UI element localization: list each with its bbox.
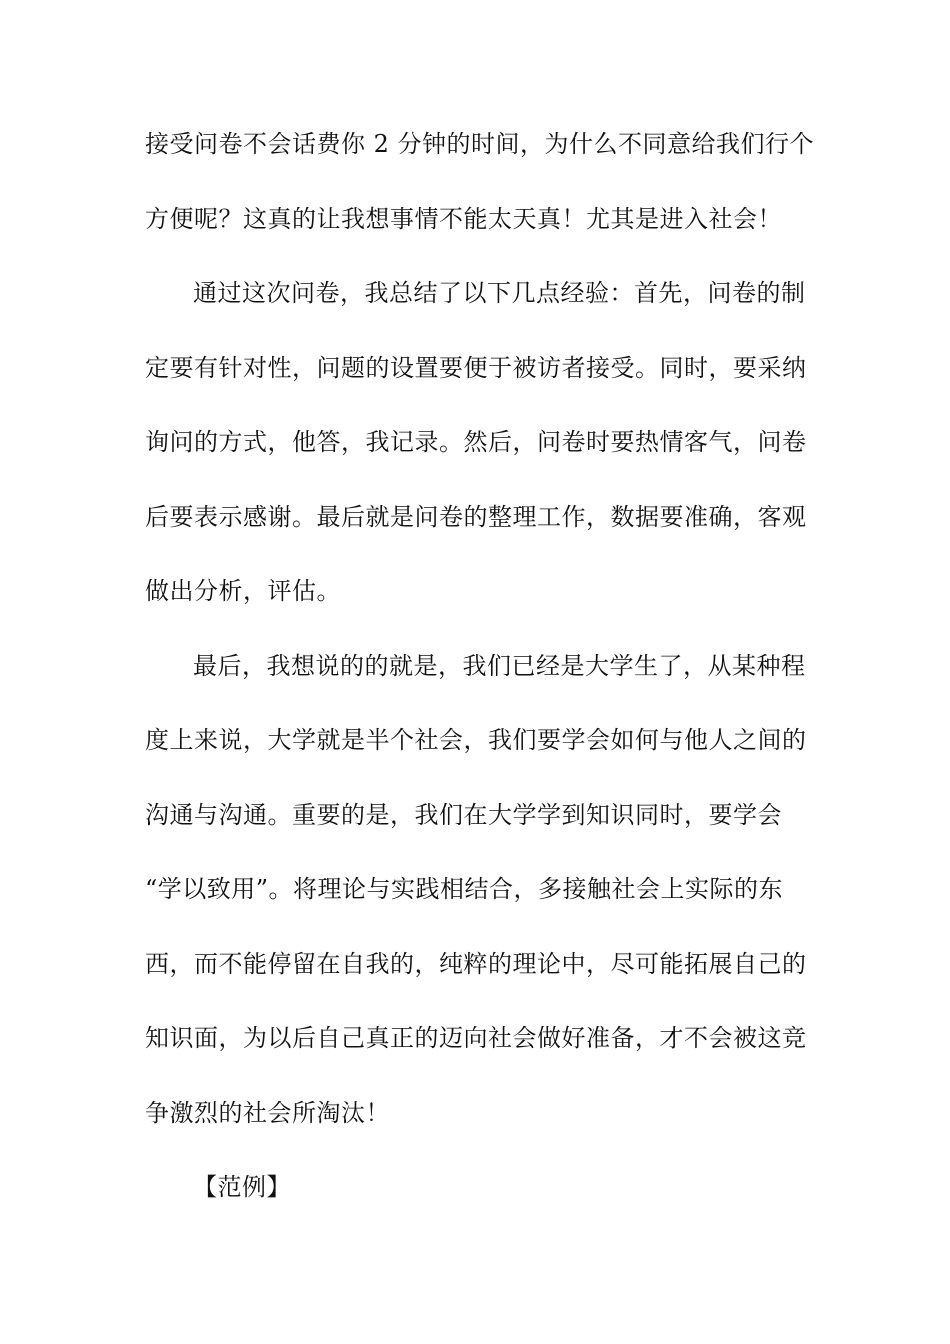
section-heading: 【范例】 <box>193 1173 291 1201</box>
text-line: 度上来说，大学就是半个社会，我们要学会如何与他人之间的 <box>145 726 807 754</box>
text-line: 沟通与沟通。重要的是，我们在大学学到知识同时，要学会 <box>145 800 782 829</box>
text-line: “学以致用”。将理论与实践相结合，多接触社会上实际的东 <box>145 875 784 903</box>
text-line: 后要表示感谢。最后就是问卷的整理工作，数据要准确，客观 <box>145 502 807 531</box>
text-line: 争激烈的社会所淘汰！ <box>145 1098 390 1127</box>
text-line: 知识面，为以后自己真正的迈向社会做好准备，才不会被这竞 <box>145 1024 807 1052</box>
text-line: 接受问卷不会话费你 2 分钟的时间，为什么不同意给我们行个 <box>145 130 815 158</box>
paragraph-1 <box>145 125 815 274</box>
paragraph-3 <box>145 647 807 1169</box>
text-line: 西，而不能停留在自我的，纯粹的理论中，尽可能拓展自己的 <box>145 949 807 978</box>
text-line: 询问的方式，他答，我记录。然后，问卷时要热情客气，问卷 <box>145 428 807 456</box>
text-line: 通过这次问卷，我总结了以下几点经验：首先，问卷的制 <box>193 279 806 307</box>
document-body <box>145 125 815 1243</box>
text-line: 做出分析，评估。 <box>145 577 341 605</box>
text-line: 定要有针对性，问题的设置要便于被访者接受。同时，要采纳 <box>145 353 807 382</box>
text-line: 最后，我想说的的就是，我们已经是大学生了，从某种程 <box>193 651 806 680</box>
text-line: 方便呢？这真的让我想事情不能太天真！尤其是进入社会！ <box>145 204 782 233</box>
paragraph-2 <box>145 274 807 647</box>
